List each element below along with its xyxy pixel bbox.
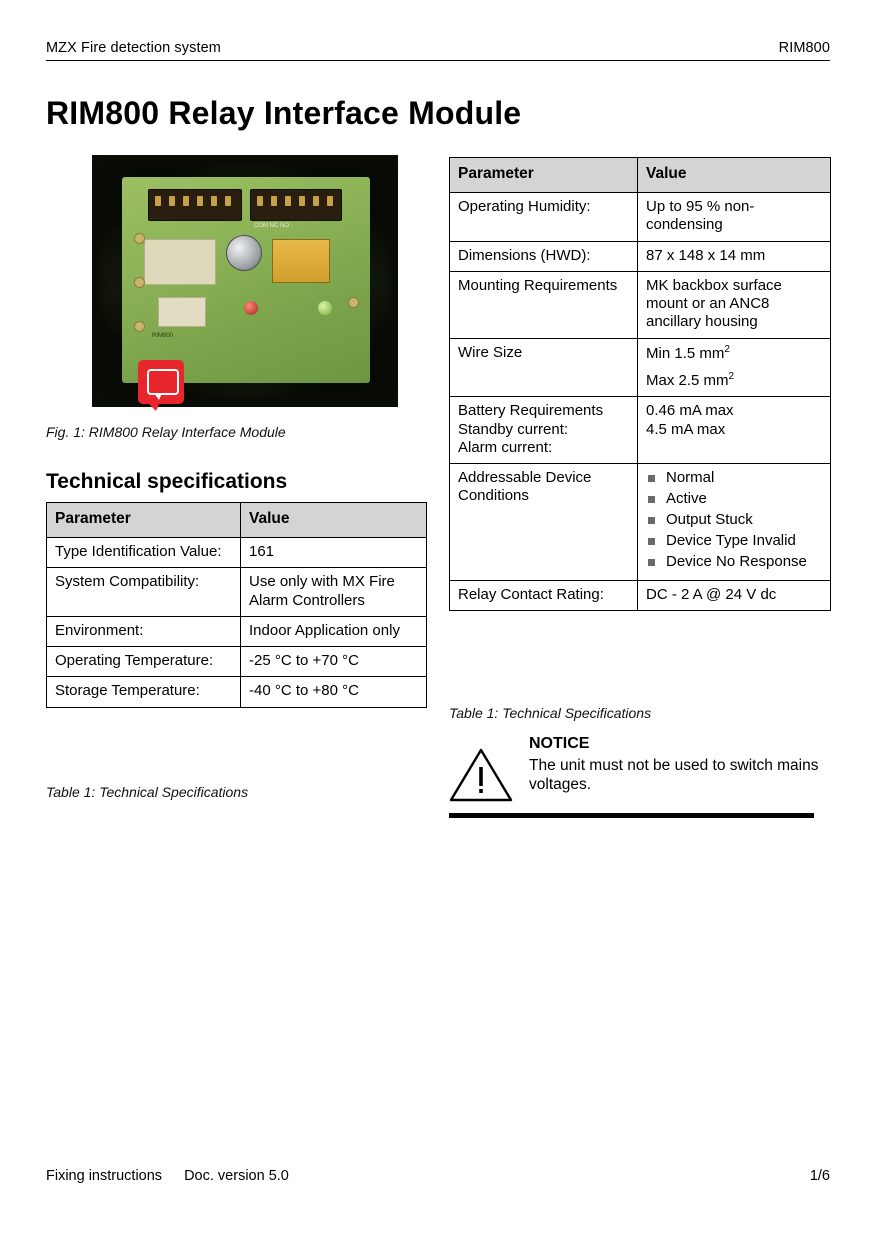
cell-value: Use only with MX Fire Alarm Controllers bbox=[241, 568, 427, 617]
table-row bbox=[450, 397, 831, 464]
cell-value-battery bbox=[638, 397, 831, 464]
notice-message: The unit must not be used to switch mains voltages. bbox=[529, 757, 819, 794]
cell-value: 87 x 148 x 14 mm bbox=[638, 241, 831, 271]
list-item: Output Stuck bbox=[646, 511, 822, 529]
ic-chip-large bbox=[144, 239, 216, 285]
table-caption-left: Table 1: Technical Specifications bbox=[46, 784, 249, 800]
header-product-code: RIM800 bbox=[778, 40, 830, 56]
table-row bbox=[450, 241, 831, 271]
column-header-value: Value bbox=[638, 158, 831, 193]
speech-bubble-icon bbox=[138, 360, 184, 404]
page-header bbox=[46, 40, 830, 61]
terminal-connector-left bbox=[148, 189, 242, 221]
cell-parameter: Wire Size bbox=[450, 338, 638, 397]
footer-left bbox=[46, 1168, 307, 1184]
standby-current-value: 0.46 mA max bbox=[646, 402, 734, 420]
cell-parameter: Relay Contact Rating: bbox=[450, 581, 638, 611]
technical-specifications-table-left bbox=[46, 502, 427, 708]
footer-doc-version: Doc. version 5.0 bbox=[184, 1168, 289, 1184]
technical-specifications-table-right bbox=[449, 157, 831, 611]
cell-value: Indoor Application only bbox=[241, 616, 427, 646]
page-title: RIM800 Relay Interface Module bbox=[46, 95, 522, 131]
solder-pad bbox=[134, 277, 145, 288]
table-header-row bbox=[450, 158, 831, 193]
table-row bbox=[47, 616, 427, 646]
cell-value: Up to 95 % non-condensing bbox=[638, 192, 831, 241]
page-footer bbox=[46, 1168, 830, 1184]
cell-parameter-device-conditions: Addressable Device Conditions bbox=[450, 464, 638, 581]
wire-size-min: Min 1.5 mm bbox=[646, 344, 725, 362]
solder-pad bbox=[348, 297, 359, 308]
solder-pad bbox=[134, 321, 145, 332]
cell-value-wire-size bbox=[638, 338, 831, 397]
cell-value: MK backbox surface mount or an ANC8 ancillary housing bbox=[638, 271, 831, 338]
cell-parameter: Dimensions (HWD): bbox=[450, 241, 638, 271]
wire-size-max-exponent: 2 bbox=[728, 370, 735, 382]
column-header-parameter: Parameter bbox=[450, 158, 638, 193]
column-header-value: Value bbox=[241, 503, 427, 538]
table-row bbox=[450, 464, 831, 581]
table-row bbox=[47, 568, 427, 617]
notice-title: NOTICE bbox=[529, 735, 590, 752]
notice-block bbox=[449, 735, 830, 818]
table-row bbox=[450, 581, 831, 611]
header-system-name: MZX Fire detection system bbox=[46, 40, 221, 56]
ic-chip-small bbox=[158, 297, 206, 327]
connector-label-com: COM NC NO bbox=[254, 223, 289, 229]
alarm-current-value: 4.5 mA max bbox=[646, 420, 726, 438]
terminal-connector-right bbox=[250, 189, 342, 221]
notice-divider bbox=[449, 813, 814, 818]
cell-parameter: Mounting Requirements bbox=[450, 271, 638, 338]
cell-parameter: Storage Temperature: bbox=[47, 677, 241, 707]
column-header-parameter: Parameter bbox=[47, 503, 241, 538]
figure-caption: Fig. 1: RIM800 Relay Interface Module bbox=[46, 424, 286, 440]
standby-current-label: Standby current: bbox=[458, 420, 569, 438]
cell-parameter: Operating Humidity: bbox=[450, 192, 638, 241]
wire-size-min-exponent: 2 bbox=[724, 343, 730, 355]
footer-doc-type: Fixing instructions bbox=[46, 1168, 163, 1184]
silkscreen-text: RIM800 bbox=[152, 333, 174, 339]
relay-component bbox=[272, 239, 330, 283]
table-caption-right: Table 1: Technical Specifications bbox=[449, 705, 652, 721]
cell-parameter: Environment: bbox=[47, 616, 241, 646]
table-row bbox=[47, 537, 427, 567]
cell-value: -40 °C to +80 °C bbox=[241, 677, 427, 707]
pcb-board bbox=[122, 177, 370, 383]
table-row bbox=[47, 677, 427, 707]
cell-parameter: System Compatibility: bbox=[47, 568, 241, 617]
cell-parameter: Operating Temperature: bbox=[47, 647, 241, 677]
table-row bbox=[450, 338, 831, 397]
wire-size-max: Max 2.5 mm bbox=[646, 371, 729, 389]
cell-value: 161 bbox=[241, 537, 427, 567]
list-item: Device No Response bbox=[646, 553, 822, 571]
list-item: Device Type Invalid bbox=[646, 532, 822, 550]
section-heading-technical-specifications: Technical specifications bbox=[46, 470, 288, 493]
led-red bbox=[244, 301, 258, 315]
list-item: Active bbox=[646, 490, 822, 508]
table-header-row bbox=[47, 503, 427, 538]
battery-requirements-label: Battery Requirements bbox=[458, 402, 604, 420]
product-figure bbox=[92, 155, 398, 407]
device-conditions-list bbox=[646, 469, 822, 571]
footer-page-number: 1/6 bbox=[809, 1168, 830, 1184]
list-item: Normal bbox=[646, 469, 822, 487]
cell-value: -25 °C to +70 °C bbox=[241, 647, 427, 677]
table-row bbox=[450, 271, 831, 338]
cell-value-device-conditions bbox=[638, 464, 831, 581]
warning-triangle-icon bbox=[449, 747, 513, 803]
led-green bbox=[318, 301, 332, 315]
alarm-current-label: Alarm current: bbox=[458, 438, 553, 456]
cell-parameter: Type Identification Value: bbox=[47, 537, 241, 567]
solder-pad bbox=[134, 233, 145, 244]
cell-value: DC - 2 A @ 24 V dc bbox=[638, 581, 831, 611]
table-row bbox=[47, 647, 427, 677]
capacitor bbox=[226, 235, 262, 271]
cell-parameter-battery bbox=[450, 397, 638, 464]
table-row bbox=[450, 192, 831, 241]
